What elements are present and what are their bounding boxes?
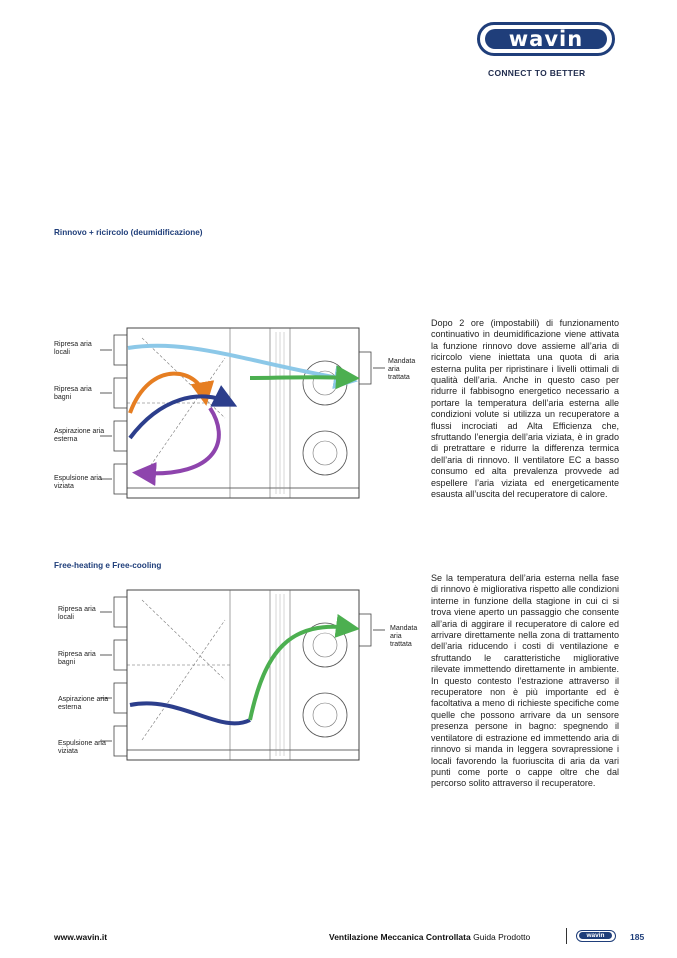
footer-url[interactable]: www.wavin.it xyxy=(54,932,108,942)
label-espulsione-2: Espulsione aria viziata xyxy=(58,740,106,755)
wavin-logo xyxy=(477,22,619,62)
label-aspirazione-1: Aspirazione aria esterna xyxy=(54,428,105,443)
paragraph-free: Se la temperatura dell’aria esterna nella fase di rinnovo è migliorativa rispetto alle condizioni interne in funzione della stagione in cui ci si trova viene aperto un passaggio che consente all’aria di aggirare il recuperatore di calore ed arrivare direttamente nella zona di trattamento dell’aria riducendo i costi di ventilazione e sfruttando le caratteristiche migliorative rilevate immettendo direttamente in ambiente. In questo contesto l’estrazione attraverso il recuperatore non è più importante ed è facoltativa a meno di richieste specifiche come quelle che possono arrivare da un sensore presenza persone in bagno: spegnendo il ventilatore di estrazione ed immettendo aria di rinnovo si manda in leggera sovrapressione i locali favorendo la fuoriuscita di aria da vari punti come porte o cappe oltre che dal percorso solito attraverso il recuperatore. xyxy=(431,573,619,789)
label-ripresa-bagni-2: Ripresa aria bagni xyxy=(58,651,96,666)
logo-text: wavin xyxy=(508,27,584,51)
paragraph-rinnovo: Dopo 2 ore (impostabili) di funzionamento continuativo in deumidificazione viene attivata la funzione rinnovo dove assieme all’aria di ricircolo viene iniettata una quota di aria esterna pulita per ripristinare i livelli ottimali di qualità dell’aria. Anche in questo caso per ridurre il fabbisogno energetico necessario a portare la temperatura dell’aria esterna alle condizioni volute si utilizza un recuperatore a flussi incrociati ad Alta Efficienza che, sfruttando l’energia dell’aria viziata, è in grado di pretrattare e ridurre la differenza termica dell’aria di rinnovo. Il ventilatore EC a basso consumo ed alta prevalenza provvede ad espellere l’aria viziata ed energeticamente esausta all’uscita del recuperatore di calore. xyxy=(431,318,619,500)
footer-doc-subtitle: Guida Prodotto xyxy=(473,932,531,942)
section-title-rinnovo: Rinnovo + ricircolo (deumidificazione) xyxy=(54,228,203,237)
page-number: 185 xyxy=(630,932,645,942)
footer-separator xyxy=(566,928,567,944)
label-ripresa-bagni-1: Ripresa aria bagni xyxy=(54,386,92,401)
footer-doc-title: Ventilazione Meccanica Controllata xyxy=(329,932,471,942)
logo-fill xyxy=(485,29,607,49)
label-ripresa-locali-2: Ripresa aria locali xyxy=(58,606,96,621)
label-aspirazione-2: Aspirazione aria esterna xyxy=(58,696,109,711)
section-title-free: Free-heating e Free-cooling xyxy=(54,561,162,570)
label-mandata-2: Mandata aria trattata xyxy=(390,625,418,648)
label-espulsione-1: Espulsione aria viziata xyxy=(54,475,102,490)
label-mandata-1: Mandata aria trattata xyxy=(388,358,416,381)
logo-outline xyxy=(477,22,615,56)
footer-doc xyxy=(329,932,530,942)
label-ripresa-locali-1: Ripresa aria locali xyxy=(54,341,92,356)
tagline: CONNECT TO BETTER xyxy=(488,68,586,78)
footer-logo-text: wavin xyxy=(579,932,612,939)
footer-logo xyxy=(576,930,616,942)
